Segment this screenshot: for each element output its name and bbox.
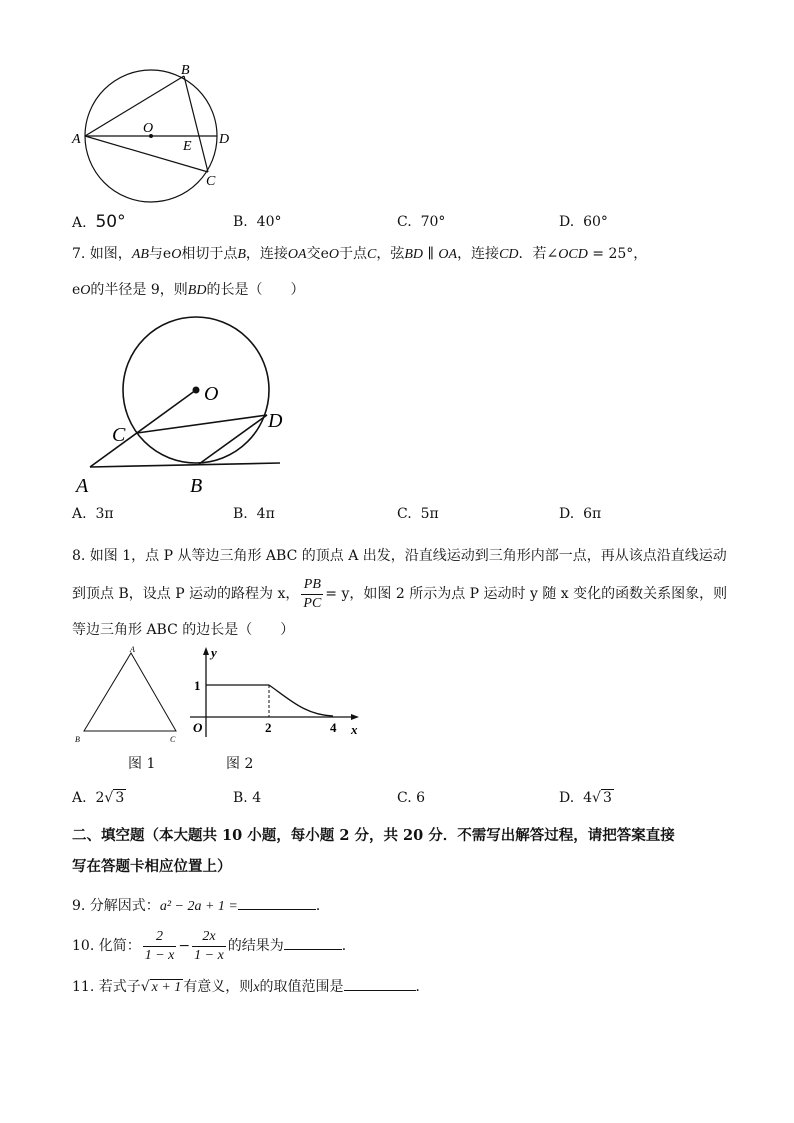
fig8-tick-4: 4 [330,720,337,735]
fig6-label-D: D [219,132,230,147]
q7-tangent-figure [70,300,290,500]
q8-line-2: 到顶点 B，设点 P 运动的路程为 x， $\frac{PB}{PC}$ = y，如图 2 所示为点 P 运动时 y 随 x 变化的函数关系图象，则 [72,576,728,611]
q11-answer-blank[interactable] [344,976,416,991]
fig6-label-O: O [143,121,154,136]
q6-option-a[interactable]: A. 50° [72,212,126,232]
q8-option-c[interactable]: C. 6 [397,790,426,806]
fig8-tick-1: 1 [194,678,201,693]
q8-line-3: 等边三角形 ABC 的边长是（ ） [72,622,295,638]
q9-answer-blank[interactable] [238,895,316,910]
q7-option-a[interactable]: A. 3π [72,506,114,522]
fig7-label-O: O [204,383,219,405]
q7-option-d[interactable]: D. 6π [559,506,602,522]
q10-line: 10. 化简： $\frac{2}{1 - x}$ − $\frac{2x}{1 - x}$ 的结果为 ． [72,928,356,963]
q8-line-1: 8. 如图 1，点 P 从等边三角形 ABC 的顶点 A 出发，沿直线运动到三角形内部一点，再从该点沿直线运动 [72,548,727,564]
q8-fraction: $\frac{PB}{PC}$ [303,576,322,611]
q9-line: 9. 分解因式：a² − 2a + 1 = ． [72,895,330,917]
q8-triangle-figure [72,645,187,750]
q6-option-c[interactable]: C. 70° [397,214,446,230]
fig7-label-B: B [190,475,203,497]
fig8-label-A: A [130,645,135,654]
fig7-label-C: C [112,424,126,446]
q10-answer-blank[interactable] [284,935,342,950]
fig8-axis-x: x [351,722,358,737]
q8-option-a[interactable]: A. 2√ 3 [72,790,125,806]
fig7-label-D: D [268,410,283,432]
fig6-label-B: B [181,63,190,78]
fig6-label-A: A [72,132,81,147]
fig7-label-A: A [76,475,89,497]
section2-heading-line2: 写在答题卡相应位置上） [72,858,232,875]
q7-line-1: 7. 如图，AB与eO相切于点B，连接OA交eO于点C，弦BD ∥ OA，连接CD．若∠OCD = 25°， [72,246,648,262]
fig6-label-C: C [206,174,216,189]
section2-heading-line1: 二、填空题（本大题共 10 小题，每小题 2 分，共 20 分．不需写出解答过程，请把答案直接 [72,827,675,844]
q11-line: 11. 若式子√ x + 1 有意义，则x的取值范围是 ． [72,976,430,998]
fig8-tick-2: 2 [265,720,272,735]
q6-option-d[interactable]: D. 60° [559,214,608,230]
fig8-origin: O [193,720,203,735]
q8-graph-figure [185,645,365,745]
fig8-label-C: C [170,735,176,744]
q7-option-b[interactable]: B. 4π [233,506,275,522]
q8-fig2-caption: 图 2 [226,756,254,772]
fig6-label-E: E [183,139,192,154]
q8-option-d[interactable]: D. 4√ 3 [559,790,612,806]
fig8-label-B: B [75,735,80,744]
q6-option-b[interactable]: B. 40° [233,214,282,230]
fig8-axis-y: y [211,645,217,660]
q8-option-b[interactable]: B. 4 [233,790,262,806]
q8-fig1-caption: 图 1 [128,756,156,772]
q6-circle-figure [68,58,248,208]
q7-line-2: eO的半径是 9，则BD的长是（ ） [72,282,305,298]
q7-option-c[interactable]: C. 5π [397,506,439,522]
